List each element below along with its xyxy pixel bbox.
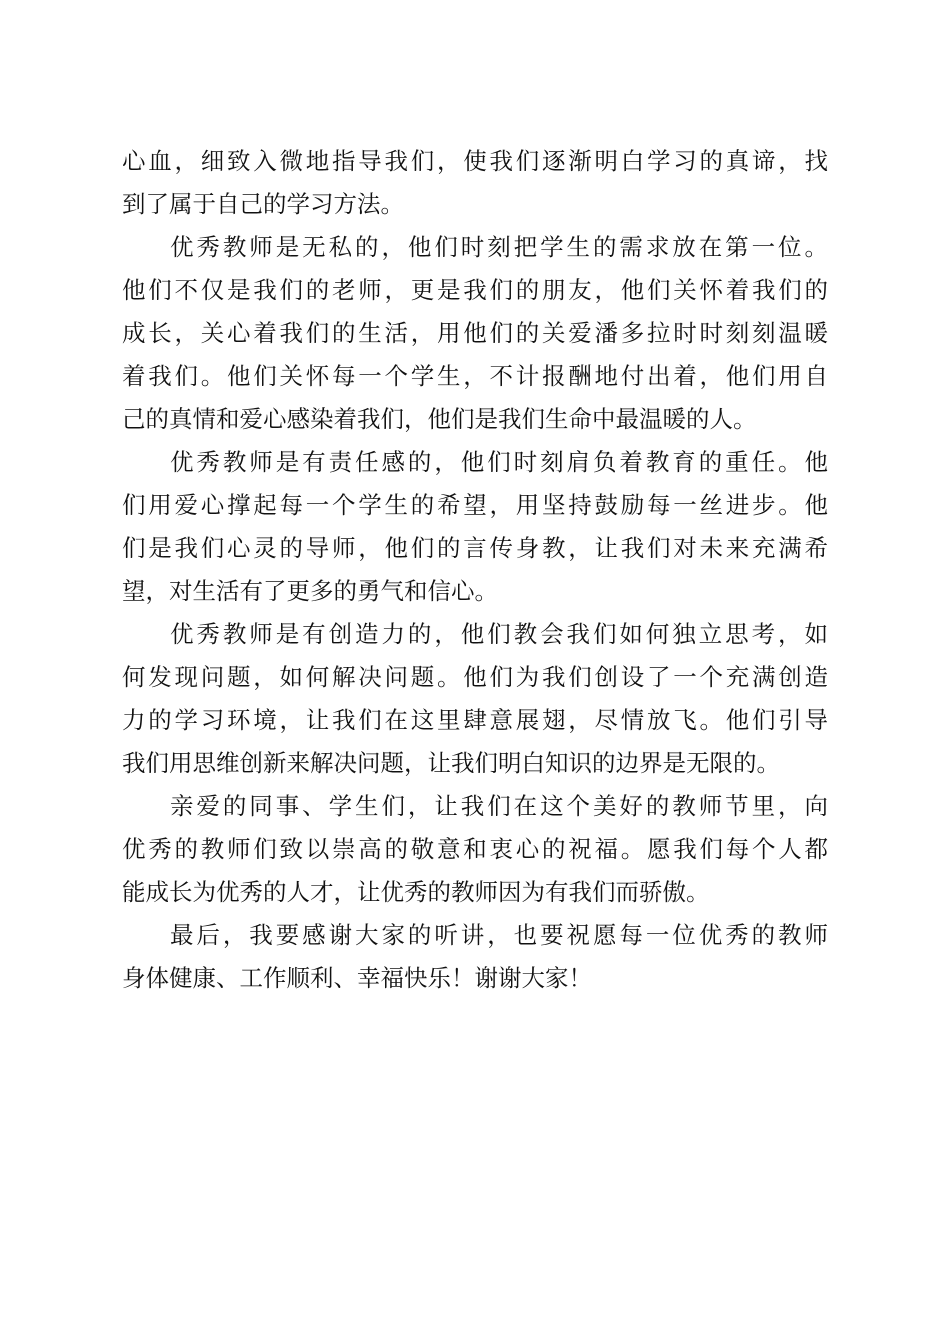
- paragraph: [122, 441, 828, 613]
- text-line: 我们用思维创新来解决问题，让我们明白知识的边界是无限的。: [122, 749, 780, 777]
- text-line: 成长，关心着我们的生活，用他们的关爱潘多拉时时刻刻温暖: [122, 319, 828, 347]
- text-line: 们是我们心灵的导师，他们的言传身教，让我们对未来充满希: [122, 534, 828, 562]
- text-line: 优秀教师是无私的，他们时刻把学生的需求放在第一位。: [170, 233, 828, 261]
- text-line: 到了属于自己的学习方法。: [122, 190, 404, 218]
- text-line: 心血，细致入微地指导我们，使我们逐渐明白学习的真谛，找: [122, 147, 828, 175]
- text-line: 己的真情和爱心感染着我们，他们是我们生命中最温暖的人。: [122, 405, 757, 433]
- text-line: 优秀教师是有责任感的，他们时刻肩负着教育的重任。他: [170, 448, 828, 476]
- paragraph: [122, 914, 828, 1000]
- text-line: 力的学习环境，让我们在这里肆意展翅，尽情放飞。他们引导: [122, 706, 828, 734]
- document-body: [122, 140, 828, 1000]
- text-line: 他们不仅是我们的老师，更是我们的朋友，他们关怀着我们的: [122, 276, 828, 304]
- text-line: 优秀的教师们致以崇高的敬意和衷心的祝福。愿我们每个人都: [122, 835, 828, 863]
- text-line: 身体健康、工作顺利、幸福快乐！谢谢大家！: [122, 964, 592, 992]
- paragraph: [122, 785, 828, 914]
- text-line: 何发现问题，如何解决问题。他们为我们创设了一个充满创造: [122, 663, 828, 691]
- text-line: 望，对生活有了更多的勇气和信心。: [122, 577, 498, 605]
- paragraph: [122, 613, 828, 785]
- paragraph: [122, 226, 828, 441]
- paragraph: [122, 140, 828, 226]
- text-line: 最后，我要感谢大家的听讲，也要祝愿每一位优秀的教师: [170, 921, 828, 949]
- text-line: 亲爱的同事、学生们，让我们在这个美好的教师节里，向: [170, 792, 828, 820]
- text-line: 优秀教师是有创造力的，他们教会我们如何独立思考，如: [170, 620, 828, 648]
- text-line: 能成长为优秀的人才，让优秀的教师因为有我们而骄傲。: [122, 878, 710, 906]
- text-line: 着我们。他们关怀每一个学生，不计报酬地付出着，他们用自: [122, 362, 828, 390]
- text-line: 们用爱心撑起每一个学生的希望，用坚持鼓励每一丝进步。他: [122, 491, 828, 519]
